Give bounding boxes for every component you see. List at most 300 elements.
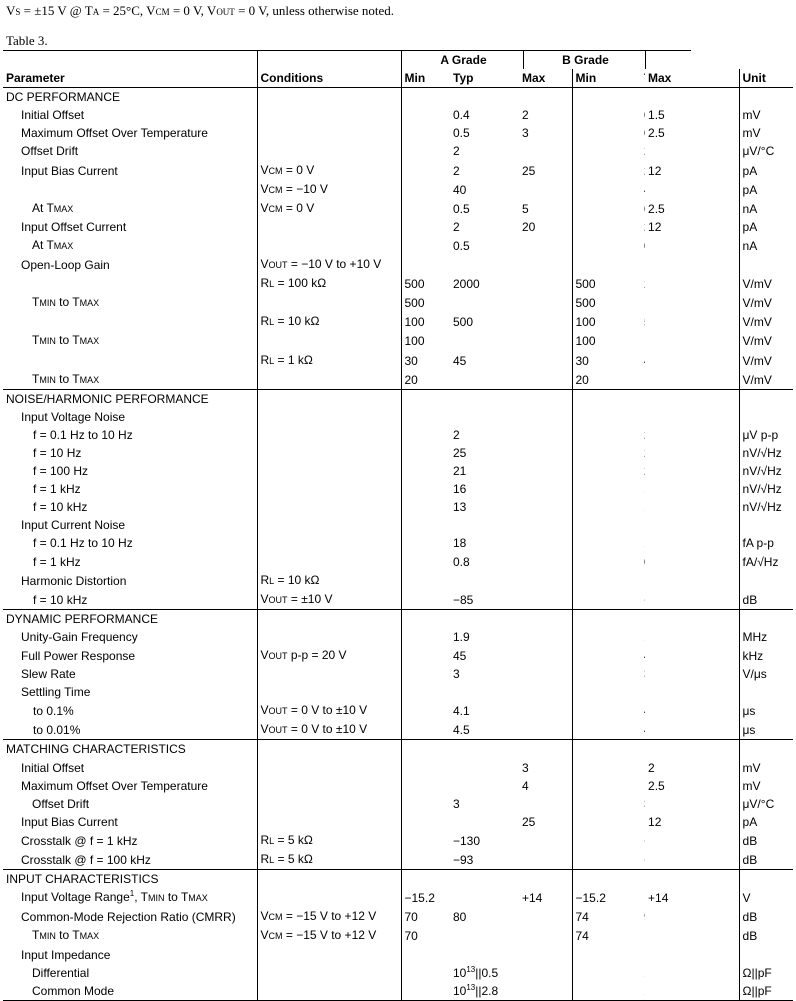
conditions-cell: RL = 5 kΩ bbox=[257, 831, 401, 850]
a-max-cell bbox=[519, 701, 572, 720]
table-row bbox=[3, 236, 793, 255]
a-max-cell bbox=[519, 590, 572, 610]
a-min-cell: 20 bbox=[401, 370, 450, 390]
a-max-cell bbox=[519, 88, 572, 107]
a-max-cell bbox=[519, 255, 572, 274]
a-min-cell bbox=[401, 609, 450, 628]
a-typ-cell: 2 bbox=[453, 219, 460, 234]
table-row bbox=[3, 218, 793, 236]
a-min-cell bbox=[401, 777, 450, 795]
a-min-cell bbox=[401, 590, 450, 610]
a-max-cell bbox=[519, 740, 572, 759]
a-typ-cell: 80 bbox=[453, 910, 467, 925]
parameter-cell bbox=[3, 351, 257, 370]
a-grade-header: A Grade bbox=[401, 51, 523, 70]
b-min-cell bbox=[572, 777, 641, 795]
a-max-cell bbox=[519, 370, 572, 390]
table-row bbox=[3, 426, 793, 444]
grade-header-row bbox=[3, 51, 793, 70]
b-min-cell bbox=[572, 813, 641, 831]
a-max-cell bbox=[519, 850, 572, 870]
b-max-cell bbox=[645, 964, 739, 982]
b-min-cell bbox=[572, 408, 641, 426]
b-min-cell: 74 bbox=[572, 907, 641, 926]
unit-cell: V/mV bbox=[739, 351, 793, 370]
b-min-cell bbox=[572, 795, 641, 813]
a-typ-cell bbox=[450, 683, 519, 701]
b-typ-cell bbox=[641, 161, 645, 180]
conditions-cell bbox=[257, 106, 401, 124]
b-max-cell bbox=[645, 609, 739, 628]
conditions-cell bbox=[257, 331, 401, 350]
parameter-cell: Initial Offset bbox=[21, 108, 85, 123]
b-typ-cell bbox=[641, 665, 645, 683]
a-typ-cell: 2 bbox=[453, 163, 460, 178]
conditions-cell: VOUT p-p = 20 V bbox=[257, 646, 401, 665]
a-min-cell bbox=[401, 740, 450, 759]
a-max-cell bbox=[519, 683, 572, 701]
a-max-cell bbox=[519, 444, 572, 462]
a-max-cell bbox=[519, 312, 572, 331]
b-max-cell: +14 bbox=[648, 891, 669, 906]
b-max-cell bbox=[645, 351, 739, 370]
a-min-cell: 70 bbox=[401, 907, 450, 926]
a-min-cell: 100 bbox=[401, 312, 450, 331]
a-max-cell bbox=[519, 180, 572, 199]
a-typ-cell: 2 bbox=[453, 427, 460, 442]
conditions-cell bbox=[257, 480, 401, 498]
a-min-cell bbox=[401, 946, 450, 964]
table-row bbox=[3, 571, 793, 590]
conditions-cell bbox=[257, 888, 401, 907]
b-max-cell bbox=[645, 926, 739, 945]
unit-cell: V/mV bbox=[739, 274, 793, 293]
parameter-cell: Input Bias Current bbox=[21, 163, 118, 178]
b-min-cell: −15.2 bbox=[572, 888, 641, 907]
a-max-cell bbox=[519, 946, 572, 964]
a-min-cell bbox=[401, 161, 450, 180]
b-max-cell bbox=[645, 331, 739, 350]
a-min-cell bbox=[401, 534, 450, 552]
unit-cell: V/mV bbox=[739, 331, 793, 350]
a-max-cell: 3 bbox=[522, 126, 529, 141]
b-min-cell: 74 bbox=[572, 926, 641, 945]
parameter-cell bbox=[3, 312, 257, 331]
a-max-cell bbox=[519, 571, 572, 590]
a-min-cell bbox=[401, 255, 450, 274]
a-min-cell bbox=[401, 498, 450, 516]
a-min-cell bbox=[401, 759, 450, 777]
a-min-cell: 100 bbox=[401, 331, 450, 350]
conditions-cell: VCM = 0 V bbox=[257, 161, 401, 180]
parameter-cell: TMIN to TMAX bbox=[32, 295, 100, 310]
unit-cell bbox=[739, 571, 793, 590]
conditions-cell: VCM = 0 V bbox=[257, 199, 401, 218]
conditions-cell bbox=[257, 462, 401, 480]
parameter-cell: f = 0.1 Hz to 10 Hz bbox=[33, 427, 133, 442]
b-typ-cell bbox=[641, 720, 645, 740]
a-typ-cell: 45 bbox=[453, 353, 467, 368]
parameter-cell: At TMAX bbox=[32, 237, 74, 252]
b-max-cell bbox=[645, 370, 739, 390]
section-header-row bbox=[3, 389, 793, 408]
a-min-header: Min bbox=[401, 69, 450, 88]
unit-cell: dB bbox=[739, 907, 793, 926]
a-typ-cell: 25 bbox=[453, 445, 467, 460]
conditions-header: Conditions bbox=[257, 69, 401, 88]
b-min-cell bbox=[572, 498, 641, 516]
table-row bbox=[3, 982, 793, 1001]
a-min-cell bbox=[401, 218, 450, 236]
conditions-cell bbox=[257, 88, 401, 107]
a-typ-cell bbox=[450, 926, 519, 945]
b-typ-cell bbox=[641, 180, 645, 199]
a-max-header: Max bbox=[519, 69, 572, 88]
b-max-header: Max bbox=[645, 69, 739, 88]
parameter-cell: INPUT CHARACTERISTICS bbox=[3, 870, 257, 889]
b-max-cell bbox=[645, 982, 739, 1001]
a-min-cell bbox=[401, 106, 450, 124]
a-min-cell bbox=[401, 571, 450, 590]
conditions-cell bbox=[257, 609, 401, 628]
parameter-cell: Maximum Offset Over Temperature bbox=[21, 126, 208, 141]
b-typ-cell bbox=[641, 426, 645, 444]
parameter-cell: DC PERFORMANCE bbox=[6, 90, 121, 105]
table-row bbox=[3, 534, 793, 552]
a-max-cell bbox=[519, 331, 572, 350]
a-min-cell bbox=[401, 142, 450, 160]
unit-cell: dB bbox=[739, 590, 793, 610]
a-typ-cell: 1.9 bbox=[453, 629, 470, 644]
b-min-cell bbox=[572, 236, 641, 255]
b-typ-cell bbox=[641, 199, 645, 218]
unit-cell bbox=[739, 516, 793, 534]
b-max-cell bbox=[645, 720, 739, 740]
conditions-cell bbox=[257, 628, 401, 646]
a-max-cell bbox=[519, 498, 572, 516]
unit-cell: kHz bbox=[739, 646, 793, 665]
a-typ-cell: −130 bbox=[453, 833, 481, 848]
a-max-cell: +14 bbox=[522, 891, 543, 906]
b-typ-cell bbox=[641, 646, 645, 665]
b-max-cell bbox=[645, 946, 739, 964]
a-max-cell: 25 bbox=[522, 814, 536, 829]
table-row bbox=[3, 964, 793, 982]
a-max-cell bbox=[519, 665, 572, 683]
b-max-cell bbox=[645, 850, 739, 870]
a-typ-cell: 45 bbox=[453, 649, 467, 663]
parameter-cell: Offset Drift bbox=[32, 796, 90, 811]
unit-cell: V/μs bbox=[739, 665, 793, 683]
b-typ-cell bbox=[641, 498, 645, 516]
conditions-cell bbox=[257, 813, 401, 831]
a-typ-cell: 13 bbox=[453, 500, 467, 515]
b-max-cell bbox=[645, 571, 739, 590]
table-row bbox=[3, 628, 793, 646]
a-typ-cell: 0.5 bbox=[453, 201, 470, 216]
b-typ-cell bbox=[641, 124, 645, 142]
a-min-cell bbox=[401, 199, 450, 218]
b-min-cell bbox=[572, 946, 641, 964]
parameter-cell: f = 10 Hz bbox=[33, 445, 82, 460]
unit-header: Unit bbox=[739, 69, 793, 88]
a-typ-cell: 4.1 bbox=[453, 704, 470, 719]
a-min-cell bbox=[401, 683, 450, 701]
table-row bbox=[3, 408, 793, 426]
conditions-cell: RL = 10 kΩ bbox=[257, 312, 401, 331]
table-row bbox=[3, 199, 793, 218]
b-max-cell bbox=[645, 142, 739, 160]
unit-cell: nA bbox=[739, 236, 793, 255]
b-typ-header bbox=[641, 69, 645, 88]
a-min-cell: 500 bbox=[401, 274, 450, 293]
conditions-cell bbox=[257, 740, 401, 759]
a-min-cell bbox=[401, 180, 450, 199]
parameter-cell: DYNAMIC PERFORMANCE bbox=[3, 609, 257, 628]
b-typ-cell bbox=[641, 831, 645, 850]
a-max-cell bbox=[519, 236, 572, 255]
section-header-row bbox=[3, 88, 793, 107]
table-row bbox=[3, 850, 793, 870]
unit-cell: mV bbox=[739, 777, 793, 795]
table-row bbox=[3, 701, 793, 720]
b-max-cell: 2.5 bbox=[648, 126, 665, 141]
unit-cell: dB bbox=[739, 831, 793, 850]
table-row bbox=[3, 590, 793, 610]
a-typ-cell bbox=[450, 813, 519, 831]
b-min-cell bbox=[572, 571, 641, 590]
b-typ-cell bbox=[641, 312, 645, 331]
b-typ-cell bbox=[641, 480, 645, 498]
unit-cell: μV p-p bbox=[739, 426, 793, 444]
table-row bbox=[3, 142, 793, 160]
a-typ-cell: 0.5 bbox=[453, 238, 470, 253]
conditions-cell: VOUT = ±10 V bbox=[257, 590, 401, 610]
conditions-cell bbox=[257, 665, 401, 683]
a-typ-cell: −93 bbox=[453, 853, 474, 868]
conditions-cell bbox=[257, 124, 401, 142]
parameter-cell: Crosstalk @ f = 1 kHz bbox=[21, 833, 138, 848]
b-max-cell: 2 bbox=[648, 760, 655, 775]
a-max-cell bbox=[519, 389, 572, 408]
parameter-cell: Initial Offset bbox=[21, 760, 85, 775]
unit-cell: mV bbox=[739, 106, 793, 124]
a-min-cell bbox=[401, 831, 450, 850]
b-min-cell bbox=[572, 180, 641, 199]
a-max-cell bbox=[519, 628, 572, 646]
b-typ-cell bbox=[641, 590, 645, 610]
parameter-cell: f = 0.1 Hz to 10 Hz bbox=[33, 536, 133, 551]
b-max-cell bbox=[645, 293, 739, 312]
unit-cell: nV/√Hz bbox=[739, 462, 793, 480]
parameter-cell: Common Mode bbox=[3, 982, 257, 1001]
a-min-cell bbox=[401, 426, 450, 444]
a-typ-cell bbox=[450, 389, 519, 408]
a-typ-cell: 4.5 bbox=[453, 723, 470, 738]
b-max-cell bbox=[645, 590, 739, 610]
a-typ-cell bbox=[450, 888, 519, 907]
b-min-cell bbox=[572, 870, 641, 889]
unit-cell: Ω||pF bbox=[739, 964, 793, 982]
unit-cell: μs bbox=[739, 701, 793, 720]
conditions-cell bbox=[257, 370, 401, 390]
conditions-cell bbox=[257, 516, 401, 534]
b-min-cell bbox=[572, 740, 641, 759]
b-min-cell: 20 bbox=[572, 370, 641, 390]
parameter-cell: Input Impedance bbox=[21, 947, 111, 962]
a-min-cell bbox=[401, 480, 450, 498]
a-min-cell: −15.2 bbox=[401, 888, 450, 907]
b-max-cell bbox=[645, 701, 739, 720]
unit-cell bbox=[739, 389, 793, 408]
parameter-header: Parameter bbox=[3, 69, 257, 88]
b-max-cell bbox=[645, 312, 739, 331]
unit-cell: V bbox=[739, 888, 793, 907]
unit-cell: μV/°C bbox=[739, 142, 793, 160]
table-row bbox=[3, 255, 793, 274]
parameter-cell: to 0.1% bbox=[33, 704, 74, 719]
table-row bbox=[3, 665, 793, 683]
b-typ-cell bbox=[641, 553, 645, 571]
b-max-cell bbox=[645, 274, 739, 293]
b-max-cell bbox=[645, 389, 739, 408]
a-typ-cell bbox=[450, 740, 519, 759]
table-row bbox=[3, 274, 793, 293]
parameter-cell: NOISE/HARMONIC PERFORMANCE bbox=[3, 389, 257, 408]
b-min-cell bbox=[572, 831, 641, 850]
unit-cell: V/mV bbox=[739, 293, 793, 312]
parameter-cell: Settling Time bbox=[21, 685, 91, 700]
parameter-cell bbox=[3, 180, 257, 199]
unit-cell bbox=[739, 683, 793, 701]
a-typ-cell: 3 bbox=[453, 796, 460, 811]
unit-cell: fA/√Hz bbox=[739, 553, 793, 571]
a-typ-cell: −85 bbox=[453, 592, 474, 607]
b-max-cell bbox=[645, 88, 739, 107]
b-max-cell bbox=[645, 498, 739, 516]
table-title: Table 3. bbox=[6, 33, 48, 48]
unit-cell: pA bbox=[739, 180, 793, 199]
conditions-cell bbox=[257, 964, 401, 982]
a-typ-cell bbox=[450, 870, 519, 889]
table-row bbox=[3, 106, 793, 124]
b-max-cell bbox=[645, 444, 739, 462]
b-min-cell bbox=[572, 88, 641, 107]
b-max-cell bbox=[645, 408, 739, 426]
b-min-cell bbox=[572, 982, 641, 1001]
table-row bbox=[3, 331, 793, 350]
a-min-cell bbox=[401, 701, 450, 720]
unit-cell bbox=[739, 609, 793, 628]
b-min-cell: 100 bbox=[572, 331, 641, 350]
parameter-cell: MATCHING CHARACTERISTICS bbox=[3, 740, 257, 759]
b-max-cell bbox=[645, 236, 739, 255]
conditions-cell: VOUT = −10 V to +10 V bbox=[257, 255, 401, 274]
a-max-cell: 3 bbox=[522, 760, 529, 775]
unit-cell: mV bbox=[739, 759, 793, 777]
b-min-cell bbox=[572, 426, 641, 444]
a-typ-cell bbox=[450, 88, 519, 107]
b-typ-cell bbox=[641, 444, 645, 462]
section-header-row bbox=[3, 740, 793, 759]
conditions-cell bbox=[257, 389, 401, 408]
a-typ-cell: 0.5 bbox=[453, 126, 470, 141]
unit-cell: fA p-p bbox=[739, 534, 793, 552]
a-min-cell bbox=[401, 516, 450, 534]
b-typ-cell bbox=[641, 218, 645, 236]
a-typ-cell: 0.8 bbox=[453, 554, 470, 569]
unit-cell: Ω||pF bbox=[739, 982, 793, 1001]
b-typ-cell bbox=[641, 274, 645, 293]
parameter-cell: f = 100 Hz bbox=[33, 464, 89, 479]
parameter-cell: Full Power Response bbox=[21, 649, 136, 663]
parameter-cell: At TMAX bbox=[32, 200, 74, 215]
a-min-cell bbox=[401, 964, 450, 982]
table-row bbox=[3, 813, 793, 831]
a-min-cell bbox=[401, 628, 450, 646]
table-row bbox=[3, 370, 793, 390]
b-min-cell bbox=[572, 590, 641, 610]
conditions-cell: VOUT = 0 V to ±10 V bbox=[257, 720, 401, 740]
b-min-cell bbox=[572, 701, 641, 720]
b-min-cell bbox=[572, 553, 641, 571]
unit-cell bbox=[739, 870, 793, 889]
b-min-cell: 500 bbox=[572, 274, 641, 293]
unit-cell: nA bbox=[739, 199, 793, 218]
a-min-cell: 30 bbox=[401, 351, 450, 370]
a-typ-cell: 18 bbox=[453, 536, 467, 551]
a-typ-cell bbox=[450, 777, 519, 795]
unit-cell bbox=[739, 88, 793, 107]
a-max-cell: 5 bbox=[522, 201, 529, 216]
table-row bbox=[3, 498, 793, 516]
conditions-cell bbox=[257, 444, 401, 462]
a-typ-cell bbox=[450, 331, 519, 350]
conditions-cell: VCM = −15 V to +12 V bbox=[257, 907, 401, 926]
parameter-cell: Unity-Gain Frequency bbox=[21, 629, 138, 644]
b-min-cell bbox=[572, 444, 641, 462]
a-max-cell bbox=[519, 534, 572, 552]
conditions-cell bbox=[257, 426, 401, 444]
b-max-cell bbox=[645, 426, 739, 444]
b-min-cell bbox=[572, 720, 641, 740]
a-max-cell bbox=[519, 274, 572, 293]
a-typ-cell: 2000 bbox=[453, 277, 480, 292]
table-row bbox=[3, 124, 793, 142]
unit-cell: pA bbox=[739, 813, 793, 831]
b-min-cell bbox=[572, 218, 641, 236]
table-conditions-note: VS = ±15 V @ TA = 25°C, VCM = 0 V, VOUT = 0 V, unless otherwise noted. bbox=[6, 3, 395, 18]
parameter-cell: f = 1 kHz bbox=[33, 554, 81, 569]
table-row bbox=[3, 946, 793, 964]
b-max-cell: 2.5 bbox=[648, 201, 665, 216]
table-row bbox=[3, 759, 793, 777]
a-typ-cell: $10^{13}||2.8$ bbox=[450, 982, 519, 1001]
parameter-cell: Open-Loop Gain bbox=[21, 258, 110, 273]
a-min-cell bbox=[401, 389, 450, 408]
table-row bbox=[3, 907, 793, 926]
a-min-cell bbox=[401, 124, 450, 142]
a-max-cell: 4 bbox=[522, 778, 529, 793]
a-typ-cell bbox=[450, 759, 519, 777]
b-max-cell: 2.5 bbox=[648, 778, 665, 793]
b-min-cell bbox=[572, 124, 641, 142]
unit-cell: dB bbox=[739, 926, 793, 945]
unit-cell: pA bbox=[739, 161, 793, 180]
parameter-cell: Offset Drift bbox=[21, 144, 79, 159]
parameter-cell: Differential bbox=[32, 965, 90, 980]
conditions-cell bbox=[257, 795, 401, 813]
